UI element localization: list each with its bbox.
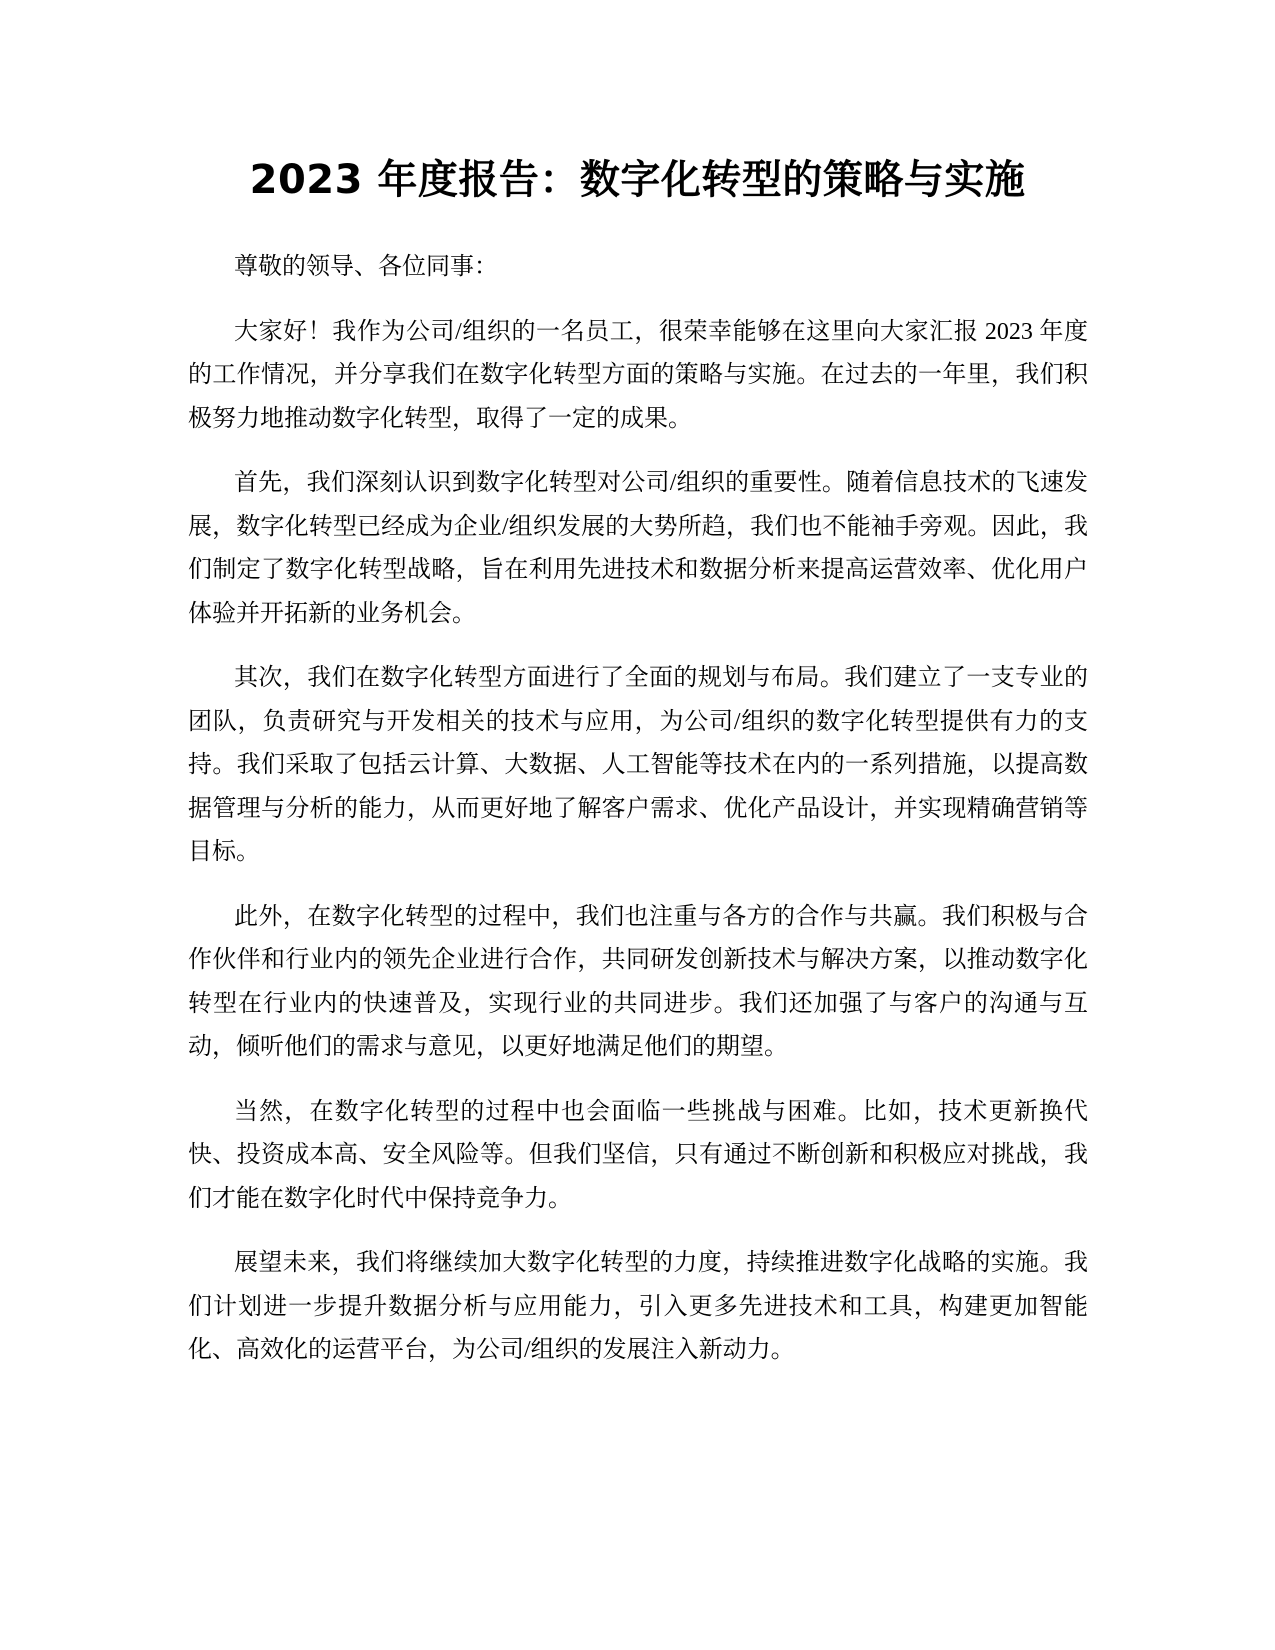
- body-paragraph: 此外，在数字化转型的过程中，我们也注重与各方的合作与共赢。我们积极与合作伙伴和行业内的领先企业进行合作，共同研发创新技术与解决方案，以推动数字化转型在行业内的快速普及，实现行业的共同进步。我们还加强了与客户的沟通与互动，倾听他们的需求与意见，以更好地满足他们的期望。: [188, 903, 1088, 1060]
- body-paragraph: 展望未来，我们将继续加大数字化转型的力度，持续推进数字化战略的实施。我们计划进一步提升数据分析与应用能力，引入更多先进技术和工具，构建更加智能化、高效化的运营平台，为公司/组织的发展注入新动力。: [188, 1250, 1088, 1363]
- body-paragraph: 首先，我们深刻认识到数字化转型对公司/组织的重要性。随着信息技术的飞速发展，数字化转型已经成为企业/组织发展的大势所趋，我们也不能袖手旁观。因此，我们制定了数字化转型战略，旨在利用先进技术和数据分析来提高运营效率、优化用户体验并开拓新的业务机会。: [188, 470, 1088, 627]
- document-body: [188, 246, 1088, 1373]
- salutation-paragraph: 尊敬的领导、各位同事：: [234, 254, 498, 280]
- body-paragraph: 其次，我们在数字化转型方面进行了全面的规划与布局。我们建立了一支专业的团队，负责研究与开发相关的技术与应用，为公司/组织的数字化转型提供有力的支持。我们采取了包括云计算、大数据、人工智能等技术在内的一系列措施，以提高数据管理与分析的能力，从而更好地了解客户需求、优化产品设计，并实现精确营销等目标。: [188, 665, 1088, 865]
- document-title: 2023 年度报告：数字化转型的策略与实施: [249, 157, 1026, 203]
- body-paragraph: 大家好！我作为公司/组织的一名员工，很荣幸能够在这里向大家汇报 2023 年度的工作情况，并分享我们在数字化转型方面的策略与实施。在过去的一年里，我们积极努力地推动数字化转型，取得了一定的成果。: [188, 318, 1088, 432]
- body-paragraph: 当然，在数字化转型的过程中也会面临一些挑战与困难。比如，技术更新换代快、投资成本高、安全风险等。但我们坚信，只有通过不断创新和积极应对挑战，我们才能在数字化时代中保持竞争力。: [188, 1098, 1088, 1212]
